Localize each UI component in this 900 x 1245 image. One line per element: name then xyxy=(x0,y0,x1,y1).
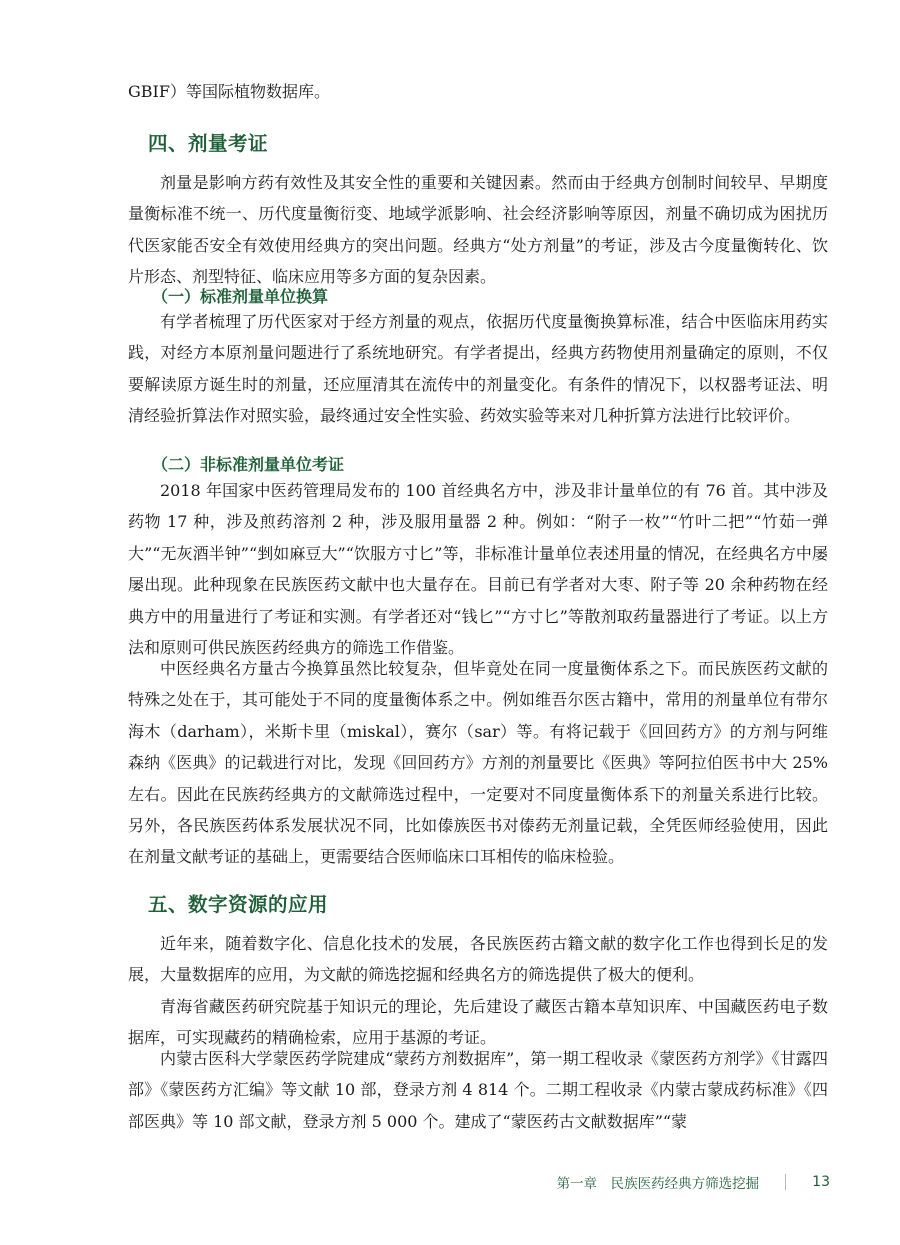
chapter-title: 第一章 民族医药经典方筛选挖掘 xyxy=(556,1176,760,1192)
section-heading-digital-resources: 五、数字资源的应用 xyxy=(148,893,329,916)
section-digital-p1: 近年来，随着数字化、信息化技术的发展，各民族医药古籍文献的数字化工作也得到长足的发展，大量数据库的应用，为文献的筛选挖掘和经典名方的筛选提供了极大的便利。 xyxy=(128,934,828,985)
section-digital-p2: 青海省藏医药研究院基于知识元的理论，先后建设了藏医古籍本草知识库、中国藏医药电子数据库，可实现藏药的精确检索，应用于基源的考证。 xyxy=(128,997,828,1048)
subsection-heading-nonstandard-units: （二）非标准剂量单位考证 xyxy=(152,455,345,474)
section-digital-p3: 内蒙古医科大学蒙医药学院建成“蒙药方剂数据库”，第一期工程收录《蒙医药方剂学》《甘露四部》《蒙医药方汇编》等文献 10 部，登录方剂 4 814 个。二期工程收录《内蒙古蒙成药标准》《四部医典》等 10 部文献，登录方剂 5 000 个。建成了“蒙医药古文献数据库”“蒙 xyxy=(128,1049,828,1131)
section-heading-dosage: 四、剂量考证 xyxy=(148,132,269,155)
lead-paragraph: GBIF）等国际植物数据库。 xyxy=(128,82,330,101)
footer-divider xyxy=(785,1174,786,1190)
subsection-nonstandard-units-text-1: 2018 年国家中医药管理局发布的 100 首经典名方中，涉及非计量单位的有 76 首。其中涉及药物 17 种，涉及煎药溶剂 2 种，涉及服用量器 2 种。例如：“附子一枚”“竹叶二把”“竹茹一弹大”“无灰酒半钟”“剉如麻豆大”“饮服方寸匕”等，非标准计量单位表述用量的情况，在经典名方中屡屡出现。此种现象在民族医药文献中也大量存在。目前已有学者对大枣、附子等 20 余种药物在经典方中的用量进行了考证和实测。有学者还对“钱匕”“方寸匕”等散剂取药量器进行了考证。以上方法和原则可供民族医药经典方的筛选工作借鉴。 xyxy=(128,481,828,658)
section-dosage-intro: 剂量是影响方药有效性及其安全性的重要和关键因素。然而由于经典方创制时间较早、早期度量衡标准不统一、历代度量衡衍变、地域学派影响、社会经济影响等原因，剂量不确切成为困扰历代医家能否安全有效使用经典方的突出问题。经典方“处方剂量”的考证，涉及古今度量衡转化、饮片形态、剂型特征、临床应用等多方面的复杂因素。 xyxy=(128,173,828,287)
page-number: 13 xyxy=(812,1174,830,1190)
page-footer xyxy=(557,1172,830,1192)
subsection-heading-standard-units: （一）标准剂量单位换算 xyxy=(152,287,329,306)
subsection-standard-units-text: 有学者梳理了历代医家对于经方剂量的观点，依据历代度量衡换算标准，结合中医临床用药实践，对经方本原剂量问题进行了系统地研究。有学者提出，经典方药物使用剂量确定的原则，不仅要解读原方诞生时的剂量，还应厘清其在流传中的剂量变化。有条件的情况下，以权器考证法、明清经验折算法作对照实验，最终通过安全性实验、药效实验等来对几种折算方法进行比较评价。 xyxy=(128,312,828,426)
subsection-nonstandard-units-text-2: 中医经典名方量古今换算虽然比较复杂，但毕竟处在同一度量衡体系之下。而民族医药文献的特殊之处在于，其可能处于不同的度量衡体系之中。例如维吾尔医古籍中，常用的剂量单位有带尔海木（darham），米斯卡里（miskal），赛尔（sar）等。有将记载于《回回药方》的方剂与阿维森纳《医典》的记载进行对比，发现《回回药方》方剂的剂量要比《医典》等阿拉伯医书中大 25% 左右。因此在民族药经典方的文献筛选过程中，一定要对不同度量衡体系下的剂量关系进行比较。另外，各民族医药体系发展状况不同，比如傣族医书对傣药无剂量记载，全凭医师经验使用，因此在剂量文献考证的基础上，更需要结合医师临床口耳相传的临床检验。 xyxy=(128,659,828,867)
